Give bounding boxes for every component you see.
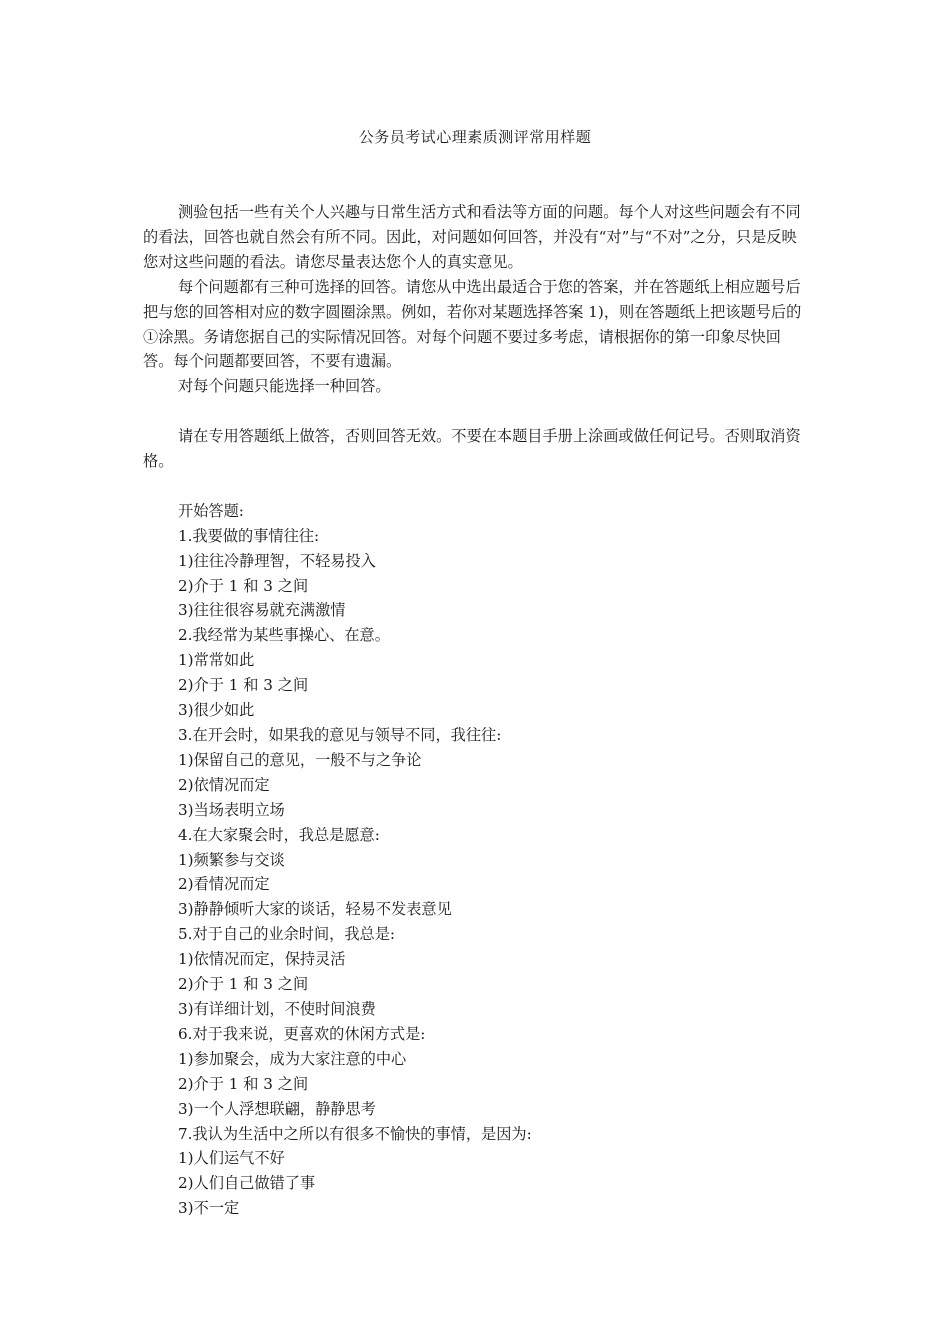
answer-option: 3)往往很容易就充满激情 [178,601,346,620]
answer-option: 3)当场表明立场 [178,800,285,819]
answer-option: 1)保留自己的意见，一般不与之争论 [178,750,422,769]
answer-option: 1)频繁参与交谈 [178,850,285,869]
question-text: 3.在开会时，如果我的意见与领导不同，我往往: [178,726,502,744]
document-body [143,200,809,1221]
intro-paragraph: 测验包括一些有关个人兴趣与日常生活方式和看法等方面的问题。每个人对这些问题会有不同的看法，回答也就自然会有所不同。因此，对问题如何回答，并没有“对”与“不对”之分，只是反映您对这些问题的看法。请您尽量表达您个人的真实意见。 [143,203,801,271]
answer-option: 2)介于 1 和 3 之间 [178,975,309,994]
question-text: 1.我要做的事情往往: [178,526,320,545]
document-title: 公务员考试心理素质测评常用样题 [358,128,592,146]
question-text: 6.对于我来说，更喜欢的休闲方式是: [178,1024,426,1043]
answer-option: 2)介于 1 和 3 之间 [178,676,309,695]
spacer [143,399,809,424]
question-text: 5.对于自己的业余时间，我总是: [178,925,396,944]
answer-option: 1)往往冷静理智，不轻易投入 [178,551,376,570]
answer-option: 3)不一定 [178,1199,240,1218]
question-text: 2.我经常为某些事操心、在意。 [178,626,390,645]
answer-option: 3)很少如此 [178,701,255,720]
answer-option: 2)介于 1 和 3 之间 [178,1074,309,1093]
answer-option: 1)参加聚会，成为大家注意的中心 [178,1049,407,1068]
answer-option: 2)人们自己做错了事 [178,1174,316,1193]
answer-option: 2)介于 1 和 3 之间 [178,576,309,595]
question-list [143,524,809,1221]
answer-option: 3)静静倾听大家的谈话，轻易不发表意见 [178,900,452,919]
answer-option: 1)人们运气不好 [178,1149,285,1168]
notice-paragraph: 请在专用答题纸上做答，否则回答无效。不要在本题目手册上涂画或做任何记号。否则取消资格。 [143,427,801,471]
answer-option: 2)看情况而定 [178,875,270,894]
instruction-paragraph: 每个问题都有三种可选择的回答。请您从中选出最适合于您的答案，并在答题纸上相应题号后把与您的回答相对应的数字圆圈涂黑。例如，若你对某题选择答案 1)，则在答题纸上把该题号后的①涂黑。务请您据自己的实际情况回答。对每个问题不要过多考虑，请根据你的第一印象尽快回答。每个问题都要回答，不要有遗漏。 [143,277,802,371]
answer-option: 3)有详细计划，不使时间浪费 [178,999,376,1018]
question-text: 4.在大家聚会时，我总是愿意: [178,825,380,844]
answer-option: 1)常常如此 [178,651,255,670]
spacer [143,474,809,499]
start-label: 开始答题: [178,501,244,520]
answer-option: 1)依情况而定，保持灵活 [178,950,346,969]
answer-option: 3)一个人浮想联翩，静静思考 [178,1099,376,1118]
single-choice-note: 对每个问题只能选择一种回答。 [177,377,391,396]
question-text: 7.我认为生活中之所以有很多不愉快的事情，是因为: [178,1124,532,1143]
answer-option: 2)依情况而定 [178,775,270,794]
